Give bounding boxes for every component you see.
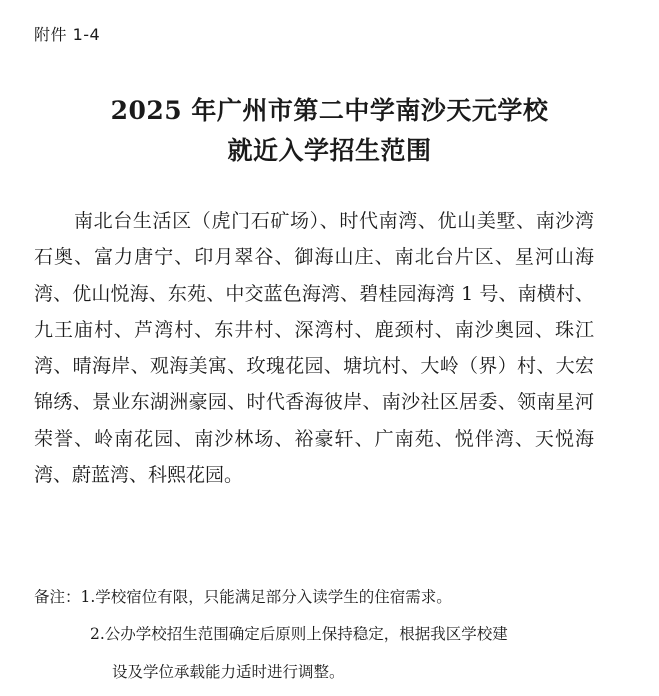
- enrollment-scope-paragraph: 南北台生活区（虎门石矿场）、时代南湾、优山美墅、南沙湾石奥、富力唐宁、印月翠谷、御海山庄、南北台片区、星河山海湾、优山悦海、东苑、中交蓝色海湾、碧桂园海湾 1 号、南横村、九王庙村、芦湾村、东井村、深湾村、鹿颈村、南沙奥园、珠江湾、晴海岸、观海美寓、玫瑰花园、塘坑村、大岭（界）村、大宏锦绣、景业东湖洲豪园、时代香海彼岸、南沙社区居委、领南星河荣誉、岭南花园、南沙林场、裕豪轩、广南苑、悦伴湾、天悦海湾、蔚蓝湾、科熙花园。: [34, 210, 594, 487]
- remarks-line-1: 备注：1.学校宿位有限，只能满足部分入读学生的住宿需求。: [34, 588, 452, 606]
- attachment-label: 附件 1-4: [34, 25, 101, 44]
- document-title-line-1: 2025 年广州市第二中学南沙天元学校: [110, 96, 549, 125]
- remarks-line-2: 2.公办学校招生范围确定后原则上保持稳定，根据我区学校建: [90, 625, 508, 643]
- remarks-line-3: 设及学位承载能力适时进行调整。: [112, 663, 345, 681]
- document-title-line-2: 就近入学招生范围: [227, 136, 432, 165]
